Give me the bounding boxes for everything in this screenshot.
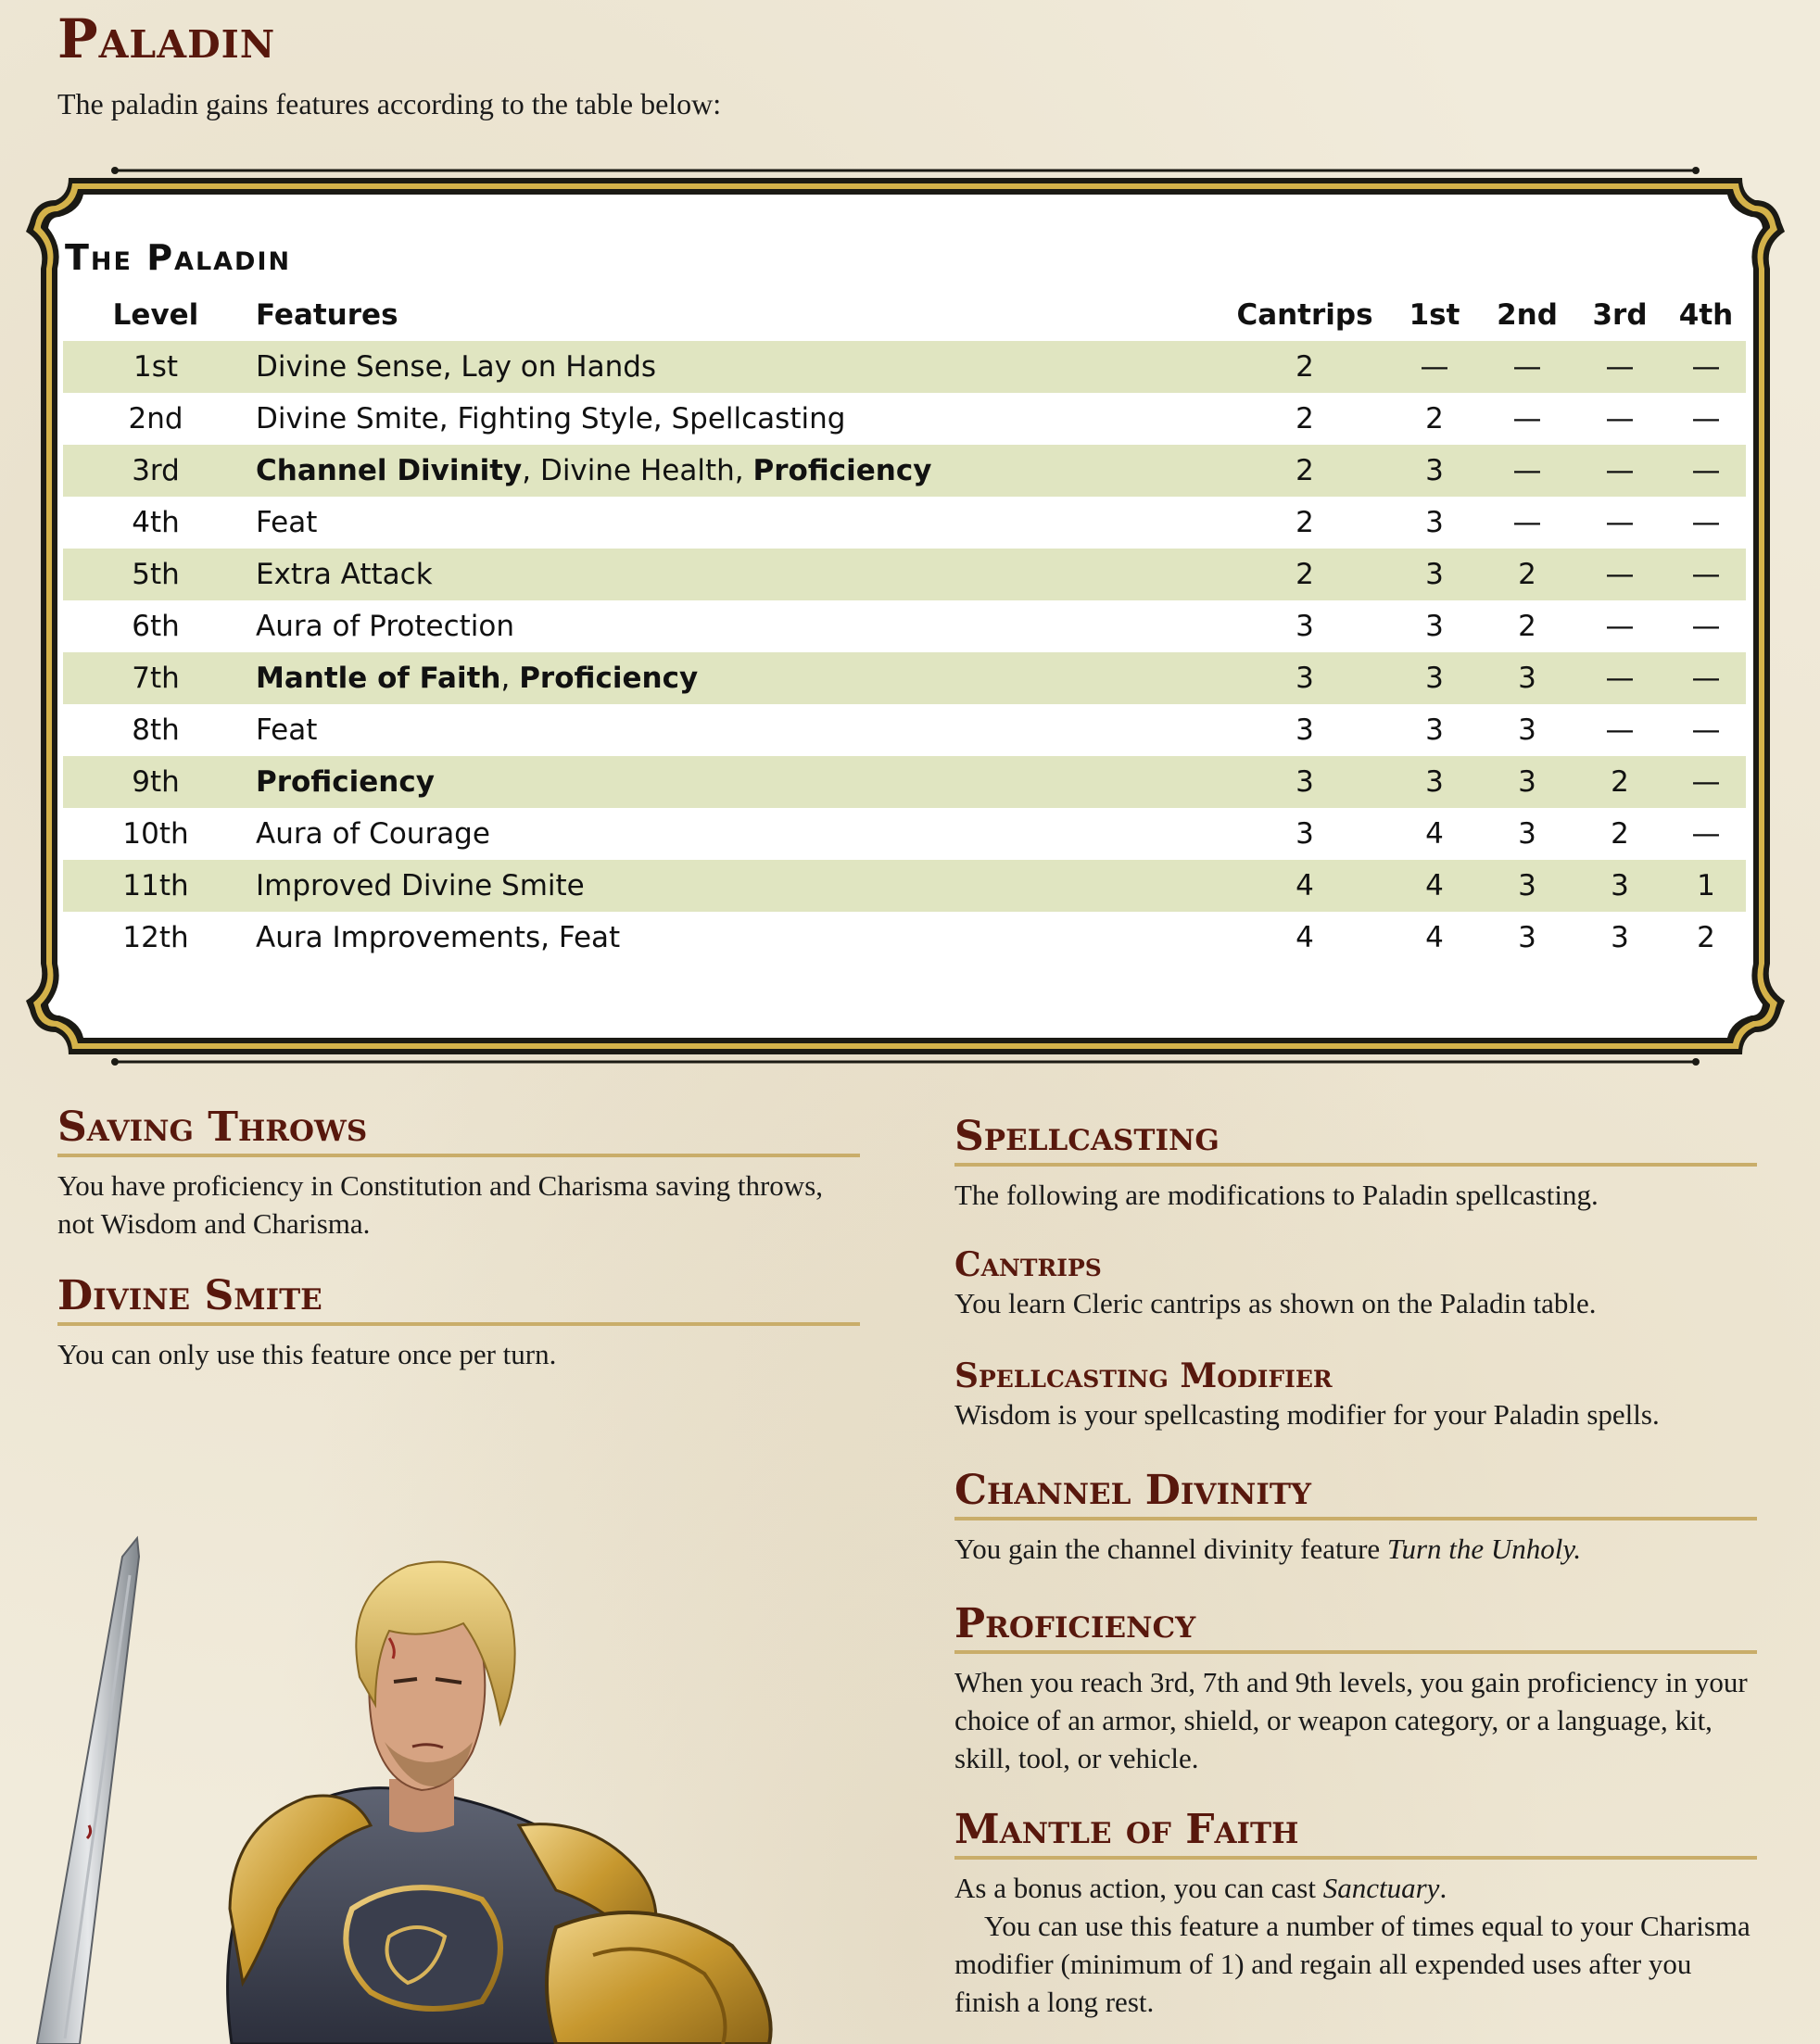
header-slot-4th: 4th [1678,298,1734,332]
text-mantle-of-faith-2: You can use this feature a number of times equal to your Charisma modifier (minimum of 1) and regain all expended uses after you finish a long rest. [954,1909,1750,2018]
table-row [63,912,1746,964]
page-title: Paladin [57,7,276,70]
table-body [63,341,1746,964]
heading-saving-throws: Saving Throws [57,1104,860,1157]
cell-cantrips: 3 [1295,817,1314,851]
table-row [63,497,1746,549]
heading-channel-divinity: Channel Divinity [954,1468,1757,1520]
section-saving-throws [57,1104,860,1243]
cell-slot-1st: 4 [1425,869,1444,902]
cell-features [248,549,1221,600]
table-row [63,341,1746,393]
cell-features [248,912,1221,964]
header-slot-2nd: 2nd [1497,298,1558,332]
cell-slot-4th: — [1691,350,1721,384]
cell-level: 11th [122,869,189,902]
text-channel-divinity [954,1530,1757,1568]
header-slot-1st: 1st [1409,298,1460,332]
cell-slot-2nd: 3 [1518,765,1536,799]
cell-slot-1st: — [1420,350,1449,384]
cell-cantrips: 3 [1295,610,1314,643]
header-cantrips: Cantrips [1236,298,1373,332]
cell-slot-3rd: 3 [1611,869,1629,902]
cell-features [248,497,1221,549]
section-spellcasting-modifier [954,1358,1757,1433]
cell-cantrips: 3 [1295,765,1314,799]
cell-features [248,341,1221,393]
heading-cantrips: Cantrips [954,1245,1102,1284]
paladin-illustration [0,1520,890,2044]
cell-slot-2nd: 3 [1518,869,1536,902]
feature-text: , Divine Health, [522,454,753,487]
cell-slot-1st: 4 [1425,921,1444,954]
cell-cantrips: 3 [1295,713,1314,747]
text-divine-smite: You can only use this feature once per turn. [57,1337,557,1370]
cell-cantrips: 2 [1295,558,1314,591]
cell-cantrips: 3 [1295,662,1314,695]
cell-cantrips: 4 [1295,921,1314,954]
text-channel-divinity-feature: Turn the Unholy. [1386,1532,1582,1565]
cell-cantrips: 2 [1295,350,1314,384]
text-channel-divinity-prefix: You gain the channel divinity feature [954,1532,1387,1565]
header-level: Level [112,298,199,332]
cell-slot-2nd: 3 [1518,817,1536,851]
cell-slot-2nd: — [1512,350,1542,384]
cell-slot-1st: 3 [1425,713,1444,747]
cell-slot-4th: — [1691,402,1721,435]
cell-slot-1st: 3 [1425,765,1444,799]
cell-cantrips: 2 [1295,454,1314,487]
text-proficiency: When you reach 3rd, 7th and 9th levels, you gain proficiency in your choice of an armor, shield, or weapon category, or a language, kit, skill, tool, or vehicle. [954,1665,1748,1774]
cell-slot-3rd: — [1605,558,1635,591]
cell-slot-4th: — [1691,610,1721,643]
feature-text: Feat [256,713,318,747]
cell-slot-1st: 3 [1425,454,1444,487]
cell-features [248,860,1221,912]
cell-slot-1st: 3 [1425,506,1444,539]
cell-level: 12th [122,921,189,954]
text-cantrips: You learn Cleric cantrips as shown on the Paladin table. [954,1286,1597,1319]
section-mantle-of-faith [954,1807,1757,2021]
sword-icon [37,1538,139,2044]
table-row [63,445,1746,497]
cell-level: 3rd [132,454,180,487]
table-row [63,808,1746,860]
section-proficiency [954,1601,1757,1777]
table-title: The Paladin [65,237,292,278]
heading-spellcasting-modifier: Spellcasting Modifier [954,1356,1333,1395]
cell-slot-2nd: — [1512,506,1542,539]
feature-text: , [500,662,520,695]
feature-text: Divine Sense, Lay on Hands [256,350,657,384]
feature-name-bold: Mantle of Faith [256,662,501,695]
cell-features [248,808,1221,860]
cell-slot-2nd: — [1512,454,1542,487]
cell-slot-3rd: — [1605,506,1635,539]
table-header-row [63,289,1746,341]
cell-level: 8th [132,713,180,747]
table-row [63,704,1746,756]
text-spellcasting: The following are modifications to Paladin spellcasting. [954,1178,1599,1211]
intro-text: The paladin gains features according to the table below: [57,87,722,120]
section-divine-smite [57,1273,860,1373]
table-row [63,549,1746,600]
heading-mantle-of-faith: Mantle of Faith [954,1807,1757,1860]
cell-features [248,445,1221,497]
cell-cantrips: 2 [1295,402,1314,435]
cell-level: 10th [122,817,189,851]
cell-slot-4th: — [1691,506,1721,539]
cell-slot-3rd: 2 [1611,817,1629,851]
feature-text: Feat [256,506,318,539]
section-channel-divinity [954,1468,1757,1568]
cell-level: 9th [132,765,180,799]
feature-text: Improved Divine Smite [256,869,585,902]
text-mantle-prefix: As a bonus action, you can cast [954,1871,1323,1904]
cell-features [248,393,1221,445]
table-row [63,756,1746,808]
heading-proficiency: Proficiency [954,1601,1757,1654]
cell-slot-4th: 1 [1697,869,1715,902]
heading-spellcasting: Spellcasting [954,1114,1757,1167]
cell-slot-2nd: 2 [1518,558,1536,591]
cell-level: 1st [133,350,179,384]
table-row [63,393,1746,445]
heading-divine-smite: Divine Smite [57,1273,860,1326]
cell-slot-4th: — [1691,713,1721,747]
cell-slot-1st: 3 [1425,610,1444,643]
feature-name-bold: Proficiency [519,662,699,695]
cell-slot-1st: 3 [1425,558,1444,591]
cell-slot-4th: — [1691,765,1721,799]
cell-cantrips: 4 [1295,869,1314,902]
cell-slot-1st: 2 [1425,402,1444,435]
feature-name-bold: Proficiency [752,454,932,487]
section-spellcasting [954,1114,1757,1214]
feature-text: Extra Attack [256,558,433,591]
cell-slot-2nd: — [1512,402,1542,435]
cell-slot-3rd: — [1605,662,1635,695]
header-features: Features [256,298,398,332]
cell-slot-2nd: 3 [1518,921,1536,954]
cell-features [248,756,1221,808]
cell-level: 6th [132,610,180,643]
cell-slot-2nd: 3 [1518,713,1536,747]
cell-cantrips: 2 [1295,506,1314,539]
cell-slot-3rd: — [1605,454,1635,487]
paladin-class-table [63,289,1746,964]
cell-slot-3rd: — [1605,713,1635,747]
cell-features [248,600,1221,652]
feature-text: Aura Improvements, Feat [256,921,621,954]
cell-level: 7th [132,662,180,695]
cell-level: 5th [132,558,180,591]
cell-slot-4th: — [1691,558,1721,591]
text-spellcasting-modifier: Wisdom is your spellcasting modifier for your Paladin spells. [954,1397,1660,1431]
cell-slot-3rd: — [1605,350,1635,384]
feature-text: Aura of Protection [256,610,515,643]
feature-text: Divine Smite, Fighting Style, Spellcasting [256,402,846,435]
table-row [63,600,1746,652]
class-table-frame [13,167,1798,1066]
table-row [63,860,1746,912]
section-cantrips [954,1247,1757,1322]
header-slot-3rd: 3rd [1592,298,1648,332]
cell-slot-2nd: 3 [1518,662,1536,695]
text-mantle-suffix: . [1439,1871,1447,1904]
cell-features [248,704,1221,756]
cell-slot-3rd: 2 [1611,765,1629,799]
cell-slot-4th: — [1691,454,1721,487]
cell-slot-1st: 3 [1425,662,1444,695]
cell-slot-1st: 4 [1425,817,1444,851]
cell-slot-3rd: — [1605,402,1635,435]
table-row [63,652,1746,704]
cell-slot-2nd: 2 [1518,610,1536,643]
text-mantle-of-faith-1 [954,1869,1757,1907]
feature-name-bold: Channel Divinity [256,454,523,487]
feature-name-bold: Proficiency [256,765,435,799]
cell-slot-3rd: — [1605,610,1635,643]
text-mantle-spell: Sanctuary [1322,1871,1440,1904]
cell-level: 4th [132,506,180,539]
cell-level: 2nd [128,402,183,435]
cell-slot-4th: — [1691,662,1721,695]
feature-text: Aura of Courage [256,817,490,851]
cell-slot-4th: — [1691,817,1721,851]
cell-slot-4th: 2 [1697,921,1715,954]
cell-features [248,652,1221,704]
text-saving-throws: You have proficiency in Constitution and Charisma saving throws, not Wisdom and Charisma. [57,1168,824,1240]
cell-slot-3rd: 3 [1611,921,1629,954]
